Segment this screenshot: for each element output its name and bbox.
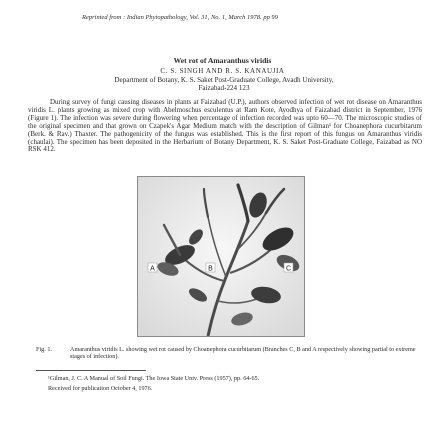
article-title: Wet rot of Amaranthus viridis [173, 56, 272, 65]
affiliation-line-2: Faizabad-224 123 [198, 84, 250, 92]
plant-photograph [138, 177, 304, 336]
svg-text:C: C [285, 265, 292, 273]
footnote-reference: ¹Gilman, J. C. A Manual of Soil Fungi. The Iowa State Univ. Press (1957), pp. 64-65. [48, 375, 260, 382]
figure-photo [137, 176, 305, 337]
figure-label-c [284, 263, 293, 273]
figure-caption-label: Fig. 1. [36, 346, 52, 353]
affiliation [28, 76, 420, 92]
figure-caption-text: Amaranthus viridis L. showing wet rot caused by Choanephora cucurbitarum (Branches C, B and A respectively showing partial to extreme stages of infection). [70, 346, 416, 361]
article-body: During survey of fungi causing diseases in plants at Faizabad (U.P.), authors observed infection of wet rot disease on Amaranthus viridis L. plants growing as mixed crop with Abelmoschus esculentus at Ram Kote, Ayodhya of Faizabad district in September, 1976 (Figure 1). The infection was severe during flowering when percentage of infection recorded was upto 60—70. The microscopic studies of the original specimen and that grown on Czapek's Agar Medium match with the description of Gilman¹ for Choanephora cucurbitarum (Berk. & Rav.) Thaxter. The pathogenicity of the fungus was established. This is the first report of this fungus on Amaranthus viridis (chaulai). The specimen has been deposited in the Herbarium of Botany Department, K. S. Saket Post-Graduate College, Faizabad as NO RSK 412. [28, 98, 422, 154]
page-number: 99 [271, 14, 278, 21]
reprint-label: Reprinted from : [82, 14, 126, 21]
reprint-header [82, 14, 382, 21]
svg-text:A: A [150, 265, 155, 273]
footnote-divider [36, 370, 146, 371]
svg-text:B: B [208, 265, 213, 273]
figure-label-b [206, 263, 215, 273]
figure-label-a [148, 263, 157, 273]
article-authors: C. S. SINGH AND R. S. KANAUJIA [160, 67, 285, 75]
journal-citation: Indian Phytopathology, Vol. 31, No. 1, March 1978. pp [126, 14, 270, 21]
received-date: Received for publication October 4, 1976. [48, 385, 153, 392]
affiliation-line-1: Department of Botany, K. S. Saket Post-Graduate College, Avadh University, [114, 76, 334, 84]
